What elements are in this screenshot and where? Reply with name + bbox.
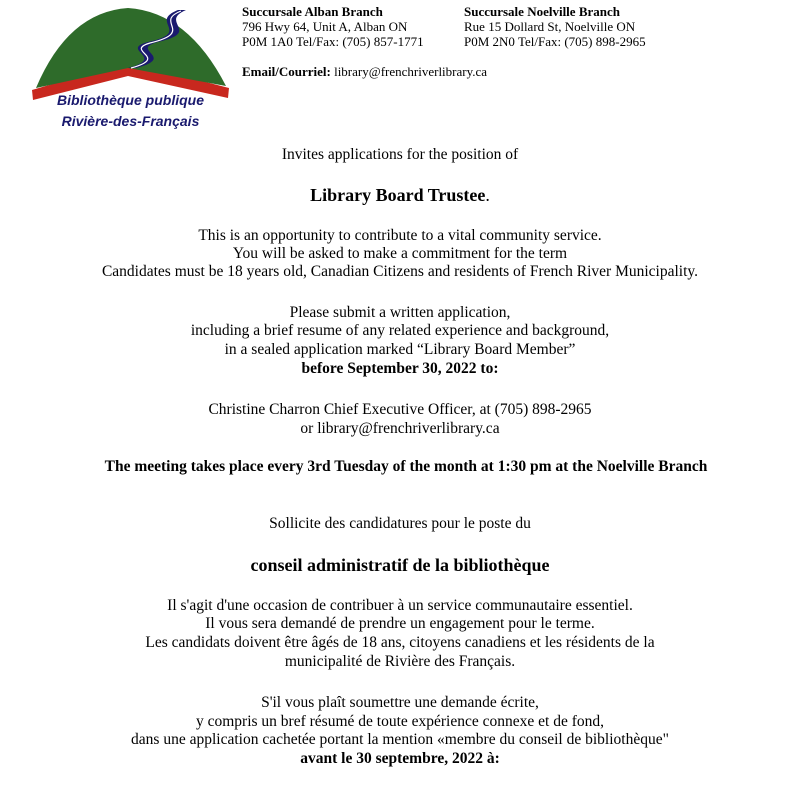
- french-submit-line: y compris un bref résumé de toute expérience connexe et de fond,: [195, 713, 604, 730]
- branch-address: 796 Hwy 64, Unit A, Alban ON: [242, 19, 408, 34]
- french-submit-line: dans une application cachetée portant la mention «membre du conseil de bibliothèque": [131, 731, 669, 748]
- french-opportunity-line: municipalité de Rivière des Français.: [284, 653, 516, 670]
- logo-text-line1: Bibliothèque publique: [57, 92, 204, 108]
- french-deadline: avant le 30 septembre, 2022 à:: [300, 750, 500, 767]
- french-opportunity-line: Les candidats doivent être âgés de 18 ans, citoyens canadiens et les résidents de la: [145, 634, 655, 651]
- english-submit-line: Please submit a written application,: [289, 304, 511, 321]
- english-contact-line: or library@frenchriverlibrary.ca: [300, 420, 500, 437]
- branch-name: Succursale Noelville Branch: [464, 4, 620, 19]
- french-position-title: conseil administratif de la bibliothèque: [250, 555, 550, 575]
- english-position-title: [0, 185, 800, 206]
- email-line: [242, 64, 487, 80]
- branch-address: Rue 15 Dollard St, Noelville ON: [464, 19, 636, 34]
- branch-postal-phone: P0M 1A0 Tel/Fax: (705) 857-1771: [242, 34, 424, 49]
- email-address[interactable]: library@frenchriverlibrary.ca: [334, 64, 488, 79]
- french-opportunity-line: Il vous sera demandé de prendre un engagement pour le terme.: [205, 615, 595, 632]
- alban-branch-block: [242, 4, 424, 49]
- english-intro: Invites applications for the position of: [281, 146, 519, 163]
- french-intro: Sollicite des candidatures pour le poste du: [269, 515, 531, 532]
- english-meeting-info: The meeting takes place every 3rd Tuesday of the month at 1:30 pm at the Noelville Branch: [104, 458, 708, 475]
- french-opportunity-line: Il s'agit d'une occasion de contribuer à un service communautaire essentiel.: [167, 597, 633, 614]
- branch-name: Succursale Alban Branch: [242, 4, 383, 19]
- english-opportunity-line: You will be asked to make a commitment for the term: [232, 245, 568, 262]
- english-submit-line: in a sealed application marked “Library Board Member”: [224, 341, 576, 358]
- french-submit-line: S'il vous plaît soumettre une demande écrite,: [261, 694, 539, 711]
- english-contact-line: Christine Charron Chief Executive Officer, at (705) 898-2965: [208, 401, 592, 418]
- email-label: Email/Courriel:: [242, 64, 331, 79]
- logo-text-line2: Rivière-des-Français: [61, 113, 200, 129]
- english-deadline: before September 30, 2022 to:: [301, 360, 499, 377]
- branch-postal-phone: P0M 2N0 Tel/Fax: (705) 898-2965: [464, 34, 646, 49]
- position-name: Library Board Trustee: [310, 185, 486, 205]
- noelville-branch-block: [464, 4, 646, 49]
- english-opportunity-line: This is an opportunity to contribute to a vital community service.: [198, 227, 602, 244]
- position-suffix: .: [485, 185, 490, 205]
- english-submit-line: including a brief resume of any related experience and background,: [190, 322, 610, 339]
- english-opportunity-line: Candidates must be 18 years old, Canadian Citizens and residents of French River Municipality.: [101, 263, 699, 280]
